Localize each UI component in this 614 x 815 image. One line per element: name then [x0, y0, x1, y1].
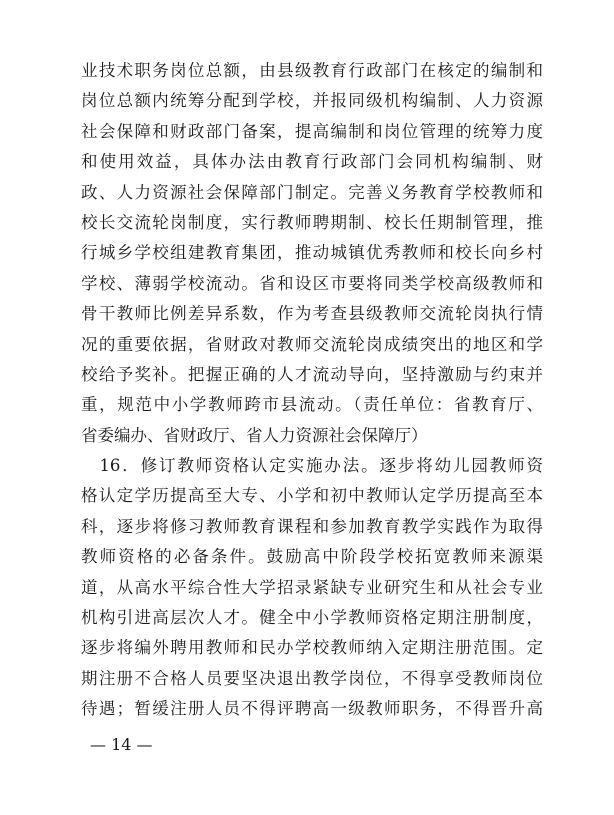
text-line: 待遇；暂缓注册人员不得评聘高一级教师职务，不得晋升高: [81, 699, 543, 719]
body-text: [81, 56, 543, 725]
text-line: 行城乡学校组建教育集团，推动城镇优秀教师和校长向乡村: [81, 243, 543, 263]
text-line: 格认定学历提高至大专、小学和初中教师认定学历提高至本: [81, 486, 543, 506]
text-line: 岗位总额内统筹分配到学校，并报同级机构编制、人力资源: [81, 91, 543, 111]
text-line: 政、人力资源社会保障部门制定。完善义务教育学校教师和: [81, 182, 543, 202]
text-line: 骨干教师比例差异系数，作为考查县级教师交流轮岗执行情: [81, 304, 543, 324]
paragraph-2: [81, 451, 543, 725]
text-line: 社会保障和财政部门备案，提高编制和岗位管理的统筹力度: [81, 121, 543, 141]
text-line: 教师资格的必备条件。鼓励高中阶段学校拓宽教师来源渠: [81, 547, 543, 567]
text-line: 省委编办、省财政厅、省人力资源社会保障厅）: [81, 425, 428, 445]
text-line: 科，逐步将修习教师教育课程和参加教育教学实践作为取得: [81, 516, 543, 536]
text-line: 期注册不合格人员要坚决退出教学岗位，不得享受教师岗位: [81, 668, 543, 688]
text-line: 16．修订教师资格认定实施办法。逐步将幼儿园教师资: [81, 456, 543, 476]
text-line: 机构引进高层次人才。健全中小学教师资格定期注册制度，: [81, 608, 543, 628]
text-line: 校长交流轮岗制度，实行教师聘期制、校长任期制管理，推: [81, 212, 543, 232]
text-line: 和使用效益，具体办法由教育行政部门会同机构编制、财: [81, 152, 543, 172]
page-number: — 14 —: [90, 735, 153, 754]
text-line: 逐步将编外聘用教师和民办学校教师纳入定期注册范围。定: [81, 638, 543, 658]
text-line: 校给予奖补。把握正确的人才流动导向，坚持激励与约束并: [81, 364, 543, 384]
text-line: 道，从高水平综合性大学招录紧缺专业研究生和从社会专业: [81, 577, 543, 597]
text-line: 业技术职务岗位总额，由县级教育行政部门在核定的编制和: [81, 61, 543, 80]
paragraph-1: [81, 56, 543, 451]
text-line: 学校、薄弱学校流动。省和设区市要将同类学校高级教师和: [81, 273, 543, 293]
text-line: 重，规范中小学教师跨市县流动。（责任单位：省教育厅、: [81, 395, 543, 415]
text-line: 况的重要依据，省财政对教师交流轮岗成绩突出的地区和学: [81, 334, 543, 354]
